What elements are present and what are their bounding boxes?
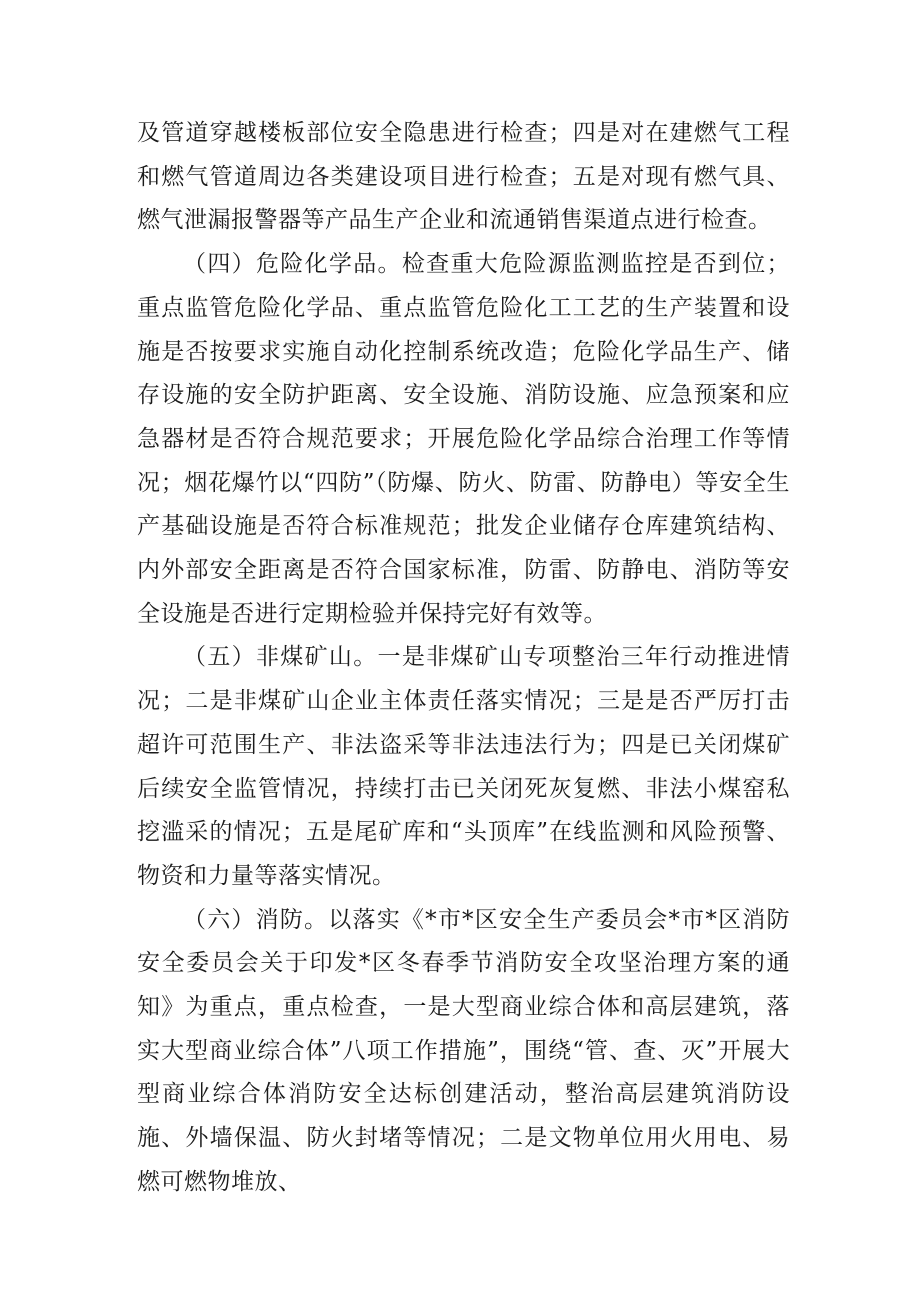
document-body (137, 112, 790, 1205)
paragraph-non-coal-mines: （五）非煤矿山。一是非煤矿山专项整治三年行动推进情况；二是非煤矿山企业主体责任落实情况；三是是否严厉打击超许可范围生产、非法盗采等非法违法行为；四是已关闭煤矿后续安全监管情况，持续打击已关闭死灰复燃、非法小煤窑私挖滥采的情况；五是尾矿库和“头顶库”在线监测和风险预警、物资和力量等落实情况。 (137, 644, 790, 889)
paragraph-fire-protection: （六）消防。以落实《*市*区安全生产委员会*市*区消防安全委员会关于印发*区冬春季节消防安全攻坚治理方案的通知》为重点，重点检查，一是大型商业综合体和高层建筑，落实大型商业综合体”八项工作措施”，围绕“管、查、灭”开展大型商业综合体消防安全达标创建活动，整治高层建筑消防设施、外墙保温、防火封堵等情况；二是文物单位用火用电、易燃可燃物堆放、 (137, 906, 790, 1195)
paragraph-gas-continued: 及管道穿越楼板部位安全隐患进行检查；四是对在建燃气工程和燃气管道周边各类建设项目进行检查；五是对现有燃气具、燃气泄漏报警器等产品生产企业和流通销售渠道点进行检查。 (137, 120, 790, 234)
paragraph-hazardous-chemicals: （四）危险化学品。检查重大危险源监测监控是否到位；重点监管危险化学品、重点监管危险化工工艺的生产装置和设施是否按要求实施自动化控制系统改造；危险化学品生产、储存设施的安全防护距离、安全设施、消防设施、应急预案和应急器材是否符合规范要求；开展危险化学品综合治理工作等情况；烟花爆竹以“四防”（防爆、防火、防雷、防静电）等安全生产基础设施是否符合标准规范；批发企业储存仓库建筑结构、内外部安全距离是否符合国家标准，防雷、防静电、消防等安全设施是否进行定期检验并保持完好有效等。 (137, 251, 790, 627)
